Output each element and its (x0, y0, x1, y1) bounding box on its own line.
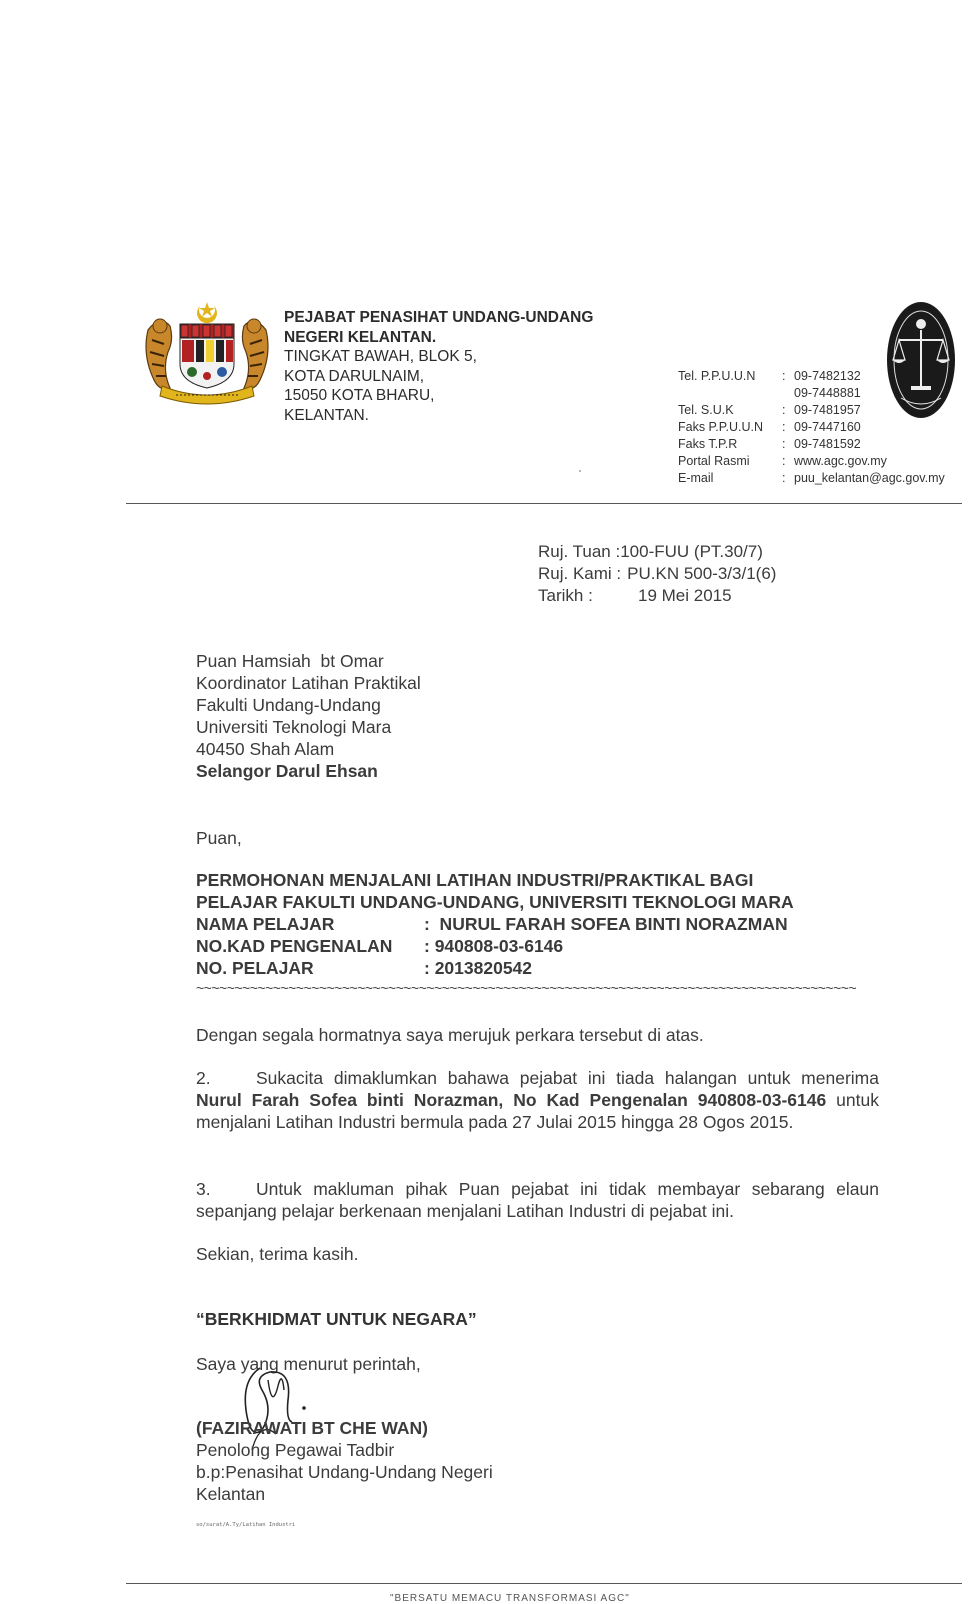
ruj-tuan-label: Ruj. Tuan : (538, 542, 621, 561)
footer-divider (126, 1583, 962, 1584)
contact-sep: : (782, 403, 786, 417)
paragraph-1: Dengan segala hormatnya saya merujuk perkara tersebut di atas. (196, 1025, 704, 1045)
subject-field (196, 935, 794, 957)
saya-line: Saya yang menurut perintah, (196, 1354, 421, 1374)
letterhead-divider (126, 503, 962, 504)
agc-scales-of-justice-icon (885, 300, 957, 426)
subject-line: PERMOHONAN MENJALANI LATIHAN INDUSTRI/PRAKTIKAL BAGI (196, 870, 754, 890)
footer-slogan: "BERSATU MEMACU TRANSFORMASI AGC" (390, 1593, 630, 1604)
paragraph-3 (196, 1178, 879, 1222)
student-identity: Nurul Farah Sofea binti Norazman, No Kad Pengenalan 940808-03-6146 (196, 1090, 827, 1110)
org-name-line1: PEJABAT PENASIHAT UNDANG-UNDANG (284, 309, 594, 326)
ruj-kami-value: PU.KN 500-3/3/1(6) (627, 564, 777, 583)
ruj-tuan-value: 100-FUU (PT.30/7) (620, 542, 763, 561)
field-value: : 2013820542 (424, 958, 533, 978)
contact-row (678, 453, 945, 470)
contact-label: Tel. S.U.K (678, 403, 734, 417)
field-label: NO.KAD PENGENALAN (196, 936, 393, 956)
org-name-line2: NEGERI KELANTAN. (284, 328, 437, 346)
subject-field (196, 913, 794, 935)
field-label: NO. PELAJAR (196, 958, 314, 978)
signatory-state: Kelantan (196, 1484, 266, 1504)
contact-value: 09-7448881 (794, 386, 861, 400)
contact-row (678, 470, 945, 487)
addressee-state: Selangor Darul Ehsan (196, 761, 378, 781)
addressee-block (196, 650, 421, 782)
contact-sep: : (782, 454, 786, 468)
signatory-block (196, 1417, 493, 1505)
paragraph-number: 3. (196, 1179, 211, 1199)
contact-value: 09-7481592 (794, 437, 861, 451)
file-reference: so/surat/A.Ty/Latihan Industri (196, 1522, 296, 1528)
contact-label: Faks P.P.U.U.N (678, 420, 763, 434)
paragraph-text: Sukacita dimaklumkan bahawa pejabat ini tiada halangan untuk menerima (256, 1068, 879, 1088)
contact-label: E-mail (678, 471, 714, 485)
org-letterhead (284, 308, 593, 426)
tarikh-label: Tarikh : (538, 586, 593, 605)
paragraph-text: Untuk makluman pihak Puan pejabat ini tidak membayar sebarang elaun sepanjang pelajar berkenaan menjalani Latihan Industri di pejabat ini. (196, 1179, 879, 1221)
address-line: TINGKAT BAWAH, BLOK 5, (284, 348, 477, 366)
ruj-kami-label: Ruj. Kami : (538, 564, 622, 583)
contact-row (678, 436, 945, 453)
addressee-line: Koordinator Latihan Praktikal (196, 673, 421, 693)
ref-row (538, 585, 776, 607)
address-line: 15050 KOTA BHARU, (284, 387, 435, 405)
signatory-name: (FAZIRAWATI BT CHE WAN) (196, 1418, 429, 1438)
reference-block (538, 541, 776, 607)
contact-value: www.agc.gov.my (794, 454, 887, 468)
motto: “BERKHIDMAT UNTUK NEGARA” (196, 1309, 477, 1329)
ref-row (538, 563, 776, 585)
contact-label: Tel. P.P.U.U.N (678, 369, 756, 383)
signatory-title: Penolong Pegawai Tadbir (196, 1440, 395, 1460)
field-value: : 940808-03-6146 (424, 936, 564, 956)
subject-underline: ~~~~~~~~~~~~~~~~~~~~~~~~~~~~~~~~~~~~~~~~~~~~~~~~~~~~~~~~~~~~~~~~~~~~~~~~~~~~~~~~~~~~~~ (196, 980, 857, 996)
addressee-line: 40450 Shah Alam (196, 739, 335, 759)
signatory-on-behalf: b.p:Penasihat Undang-Undang Negeri (196, 1462, 493, 1482)
addressee-line: Fakulti Undang-Undang (196, 695, 381, 715)
contact-label: Portal Rasmi (678, 454, 750, 468)
address-line: KELANTAN. (284, 406, 369, 424)
field-label: NAMA PELAJAR (196, 914, 335, 934)
contact-sep (782, 385, 794, 402)
closing-line: Sekian, terima kasih. (196, 1244, 359, 1264)
contact-label: Faks T.P.R (678, 437, 738, 451)
addressee-line: Puan Hamsiah bt Omar (196, 651, 384, 671)
subject-field (196, 957, 794, 979)
coat-of-arms-icon (140, 300, 274, 410)
contact-sep: : (782, 437, 786, 451)
field-value: : NURUL FARAH SOFEA BINTI NORAZMAN (424, 914, 788, 934)
tarikh-value: 19 Mei 2015 (638, 586, 732, 605)
contact-sep: : (782, 471, 786, 485)
addressee-line: Universiti Teknologi Mara (196, 717, 392, 737)
contact-value: 09-7481957 (794, 403, 861, 417)
contact-sep: : (782, 420, 786, 434)
contact-label (678, 385, 782, 402)
contact-value: puu_kelantan@agc.gov.my (794, 471, 945, 485)
subject-line: PELAJAR FAKULTI UNDANG-UNDANG, UNIVERSITI TEKNOLOGI MARA (196, 892, 794, 912)
salutation: Puan, (196, 828, 242, 848)
paragraph-number: 2. (196, 1068, 211, 1088)
ref-row (538, 541, 776, 563)
contact-sep: : (782, 369, 786, 383)
contact-value: 09-7447160 (794, 420, 861, 434)
subject-block (196, 869, 794, 979)
paragraph-text: untuk menjalani Latihan Industri bermula pada 27 Julai 2015 hingga 28 Ogos 2015. (196, 1090, 879, 1132)
paragraph-2 (196, 1067, 879, 1133)
address-line: KOTA DARULNAIM, (284, 367, 425, 385)
scan-speck (579, 470, 581, 472)
contact-value: 09-7482132 (794, 369, 861, 383)
